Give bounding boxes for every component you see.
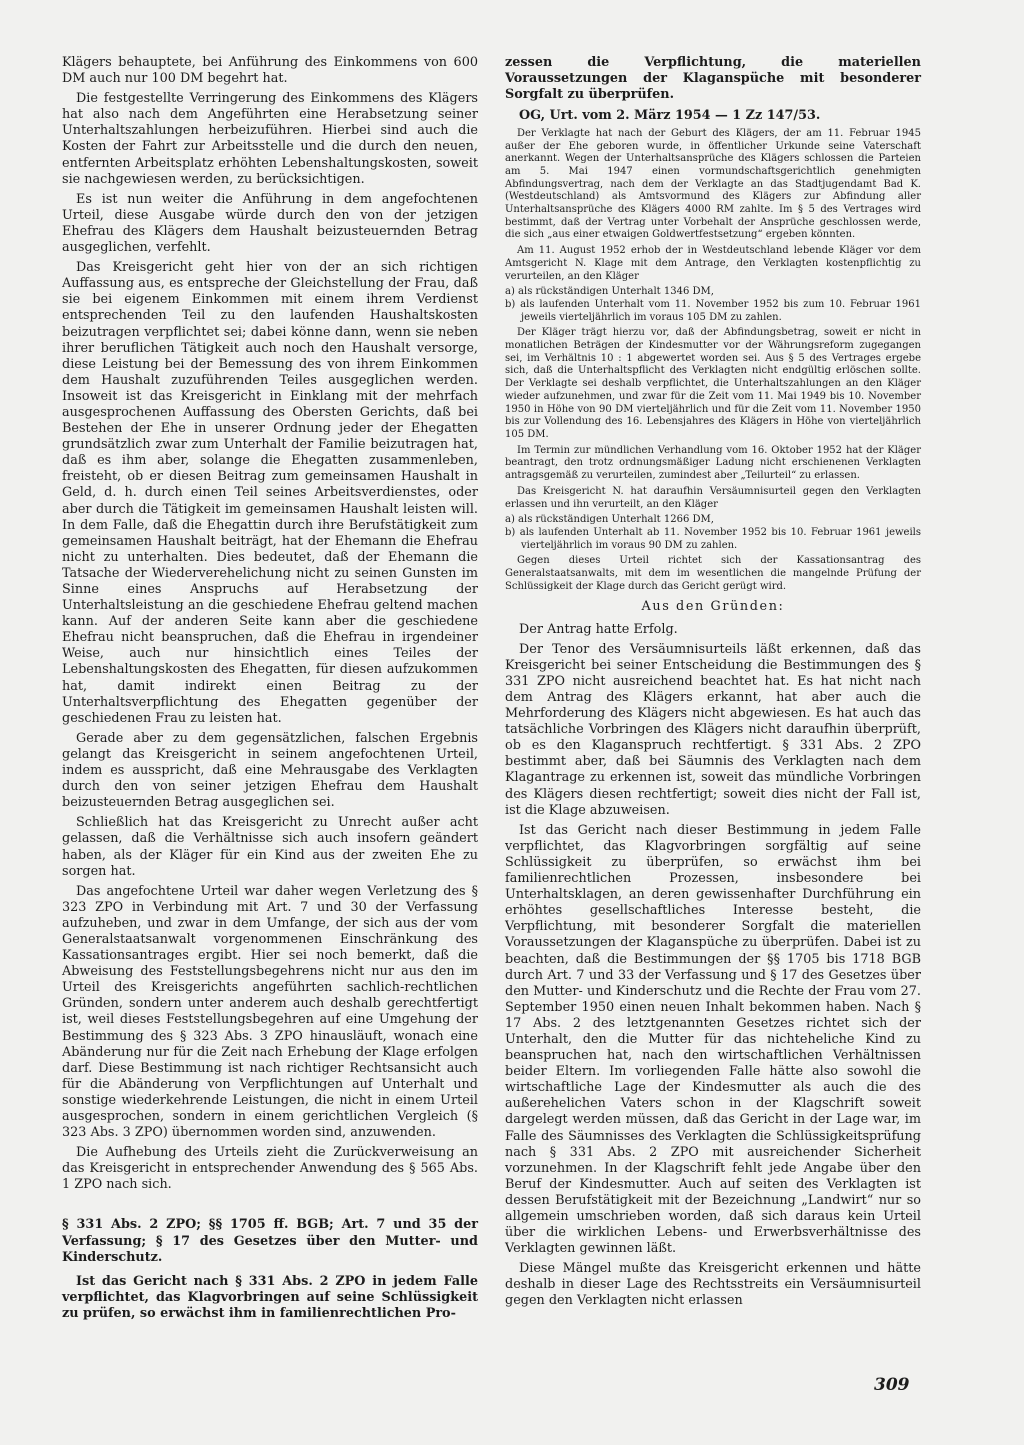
- page-number: 309: [874, 1375, 910, 1395]
- headnote-continuation: zessen die Verpflichtung, die materiellen Voraussetzungen der Klaganspüche mit besonderer Sorgfalt zu überprüfen.: [505, 55, 921, 103]
- facts-paragraph: Gegen dieses Urteil richtet sich der Kassationsantrag des Generalstaatsanwalts, mit dem im wesentlichen die mangelnde Prüfung der Schlüssigkeit der Klage durch das Gericht gerügt wird.: [505, 555, 921, 592]
- right-column: [505, 55, 921, 1314]
- paragraph: Schließlich hat das Kreisgericht zu Unrecht außer acht gelassen, daß die Verhältnisse sich auch insofern geändert haben, als der Kläger für ein Kind aus der zweiten Ehe zu sorgen hat.: [62, 815, 478, 879]
- court-citation: OG, Urt. vom 2. März 1954 — 1 Zz 147/53.: [519, 107, 821, 123]
- facts-paragraph: Am 11. August 1952 erhob der in Westdeutschland lebende Kläger vor dem Amtsgericht N. Klage mit dem Antrage, den Verklagten kostenpflichtig zu verurteilen, an den Kläger: [505, 245, 921, 282]
- claim-item: b) als laufenden Unterhalt vom 11. November 1952 bis zum 10. Februar 1961 jeweils vierteljährlich im voraus 105 DM zu zahlen.: [505, 298, 921, 323]
- paragraph: Der Antrag hatte Erfolg.: [519, 621, 678, 637]
- facts-paragraph: Der Verklagte hat nach der Geburt des Klägers, der am 11. Februar 1945 außer der Ehe geboren wurde, in öffentlicher Urkunde seine Vaterschaft anerkannt. Wegen der Unterhaltsansprüche des Klägers schlossen die Parteien am 5. Mai 1947 einen vormundschaftsgerichtlich genehmigten Abfindungsvertrag, nach dem der Verklagte an das Stadtjugendamt Bad K. (Westdeutschland) als Amtsvormund des Klägers zur Abfindung aller Unterhaltsansprüche des Klägers 4000 RM zahlte. Im § 5 des Vertrages wird bestimmt, daß der Vertrag unter Vorbehalt der Ansprüche geschlossen werde, die sich „aus einer etwaigen Goldwertfestsetzung“ ergeben könnten.: [505, 127, 921, 241]
- facts-paragraph: Der Kläger trägt hierzu vor, daß der Abfindungsbetrag, soweit er nicht in monatlichen Beträgen der Kindesmutter vor der Währungsreform zugegangen sei, im Verhältnis 10 : 1 abgewertet worden sei. Aus § 5 des Vertrages ergebe sich, daß die Unterhaltspflicht des Verklagten nicht endgültig erlöschen sollte. Der Verklagte sei deshalb verpflichtet, die Unterhaltszahlungen an den Kläger wieder aufzunehmen, und zwar für die Zeit vom 11. Mai 1949 bis 10. November 1950 in Höhe von 90 DM vierteljährlich und für die Zeit vom 11. November 1950 bis zur Vollendung des 16. Lebensjahres des Klägers in Höhe von vierteljährlich 105 DM.: [505, 327, 921, 440]
- paragraph: Das Kreisgericht geht hier von der an sich richtigen Auffassung aus, es entspreche der Gleichstellung der Frau, daß sie bei eigenem Einkommen mit einem ihrem Verdienst entsprechenden Teil zu den laufenden Haushaltskosten beizutragen verpflichtet sei; dabei könne dann, wenn sie neben ihrer beruflichen Tätigkeit auch noch den Haushalt versorge, diese Leistung bei der Bemessung des von ihrem Einkommen dem Haushalt zuzuführenden Teiles ausgeglichen werden. Insoweit ist das Kreisgericht in Einklang mit der mehrfach ausgesprochenen Auffassung des Obersten Gerichts, daß bei Bestehen der Ehe in unserer Ordnung jeder der Ehegatten grundsätzlich zwar zum Unterhalt der Familie beizutragen hat, daß es ihm aber, solange die Ehegatten zusammenleben, freisteht, ob er diesen Beitrag zum gemeinsamen Haushalt in Geld, d. h. durch einen Teil seines Arbeitsverdienstes, oder aber durch die Tätigkeit im gemeinsamen Haushalt leisten will. In dem Falle, daß die Ehegattin durch ihre Berufstätigkeit zum gemeinsamen Haushalt beiträgt, hat der Ehemann die Ehefrau nicht zu unterhalten. Dies bedeutet, daß der Ehemann die Tatsache der Wiederverehelichung nicht zu seinen Gunsten im Sinne eines Anspruchs auf Herabsetzung der Unterhaltsleistung an die geschiedene Ehefrau geltend machen kann. Auf der anderen Seite kann aber die geschiedene Ehefrau nicht beanspruchen, daß die Ehefrau in irgendeiner Weise, auch nur hinsichtlich eines Teiles der Lebenshaltungskosten des Ehegatten, für diesen aufzukommen hat, damit indirekt einen Beitrag zu der Unterhaltsverpflichtung des Ehegatten gegenüber der geschiedenen Frau zu leisten hat.: [62, 260, 478, 726]
- headnote: Ist das Gericht nach § 331 Abs. 2 ZPO in jedem Falle verpflichtet, das Klagvorbringen auf seine Schlüssigkeit zu prüfen, so erwächst ihm in familienrechtlichen Pro-: [62, 1274, 478, 1322]
- judgment-item: b) als laufenden Unterhalt ab 11. November 1952 bis 10. Februar 1961 jeweils vierteljährlich im voraus 90 DM zu zahlen.: [505, 526, 921, 551]
- claim-item: a) als rückständigen Unterhalt 1346 DM,: [505, 286, 714, 298]
- paragraph: Das angefochtene Urteil war daher wegen Verletzung des § 323 ZPO in Verbindung mit Art. 7 und 30 der Verfassung aufzuheben, und zwar in dem Umfange, der sich aus der vom Generalstaatsanwalt vorgenommenen Einschränkung des Kassationsantrages ergibt. Hier sei noch bemerkt, daß die Abweisung des Feststellungsbegehrens nicht nur aus den im Urteil des Kreisgerichts angeführten sachlich-rechtlichen Gründen, sondern unter anderem auch deshalb gerechtfertigt ist, weil dieses Feststellungsbegehren auf eine Umgehung der Bestimmung des § 323 Abs. 3 ZPO hinausläuft, wonach eine Abänderung nur für die Zeit nach Erhebung der Klage erfolgen darf. Diese Bestimmung ist nach richtiger Rechtsansicht auch für die Abänderung von Verpflichtungen auf Unterhalt und sonstige wiederkehrende Leistungen, die nicht in einem Urteil ausgesprochen, sondern in einem gerichtlichen Vergleich (§ 323 Abs. 3 ZPO) übernommen worden sind, anzuwenden.: [62, 883, 478, 1141]
- paragraph: Klägers behauptete, bei Anführung des Einkommens von 600 DM auch nur 100 DM begehrt hat.: [62, 55, 478, 87]
- reasons-heading: Aus den Gründen:: [641, 599, 785, 615]
- paragraph: Der Tenor des Versäumnisurteils läßt erkennen, daß das Kreisgericht bei seiner Entscheidung die Bestimmungen des § 331 ZPO nicht ausreichend beachtet hat. Es hat nicht nach dem Antrag des Klägers erkannt, hat aber auch die Mehrforderung des Klägers nicht abgewiesen. Es hat auch das tatsächliche Vorbringen des Klägers nicht daraufhin überprüft, ob es den Klaganspruch rechtfertigt. § 331 Abs. 2 ZPO bestimmt aber, daß bei Säumnis des Verklagten nach dem Klagantrage zu erkennen ist, soweit das mündliche Vorbringen des Klägers diesen rechtfertigt; soweit dies nicht der Fall ist, ist die Klage abzuweisen.: [505, 641, 921, 818]
- paragraph: Gerade aber zu dem gegensätzlichen, falschen Ergebnis gelangt das Kreisgericht in seinem angefochtenen Urteil, indem es ausspricht, daß eine Mehrausgabe des Verklagten durch den von seiner jetzigen Ehefrau dem Haushalt beizusteuernden Betrag ausgeglichen sei.: [62, 730, 478, 811]
- law-reference-heading: § 331 Abs. 2 ZPO; §§ 1705 ff. BGB; Art. 7 und 35 der Verfassung; § 17 des Gesetzes über den Mutter- und Kinderschutz.: [62, 1217, 478, 1265]
- paragraph: Diese Mängel mußte das Kreisgericht erkennen und hätte deshalb in dieser Lage des Rechtsstreits ein Versäumnisurteil gegen den Verklagten nicht erlassen: [505, 1261, 921, 1309]
- facts-paragraph: Im Termin zur mündlichen Verhandlung vom 16. Oktober 1952 hat der Kläger beantragt, den trotz ordnungsmäßiger Ladung nicht erschienenen Verklagten antragsgemäß zu verurteilen, zumindest aber „Teilurteil“ zu erlassen.: [505, 444, 921, 482]
- paragraph: Ist das Gericht nach dieser Bestimmung in jedem Falle verpflichtet, das Klagvorbringen sorgfältig auf seine Schlüssigkeit zu überprüfen, so erwächst ihm bei familienrechtlichen Prozessen, insbesondere bei Unterhaltsklagen, an deren gewissenhafter Durchführung ein erhöhtes gesellschaftliches Interesse besteht, die Verpflichtung, mit besonderer Sorgfalt die materiellen Voraussetzungen der Klaganspüche zu überprüfen. Dabei ist zu beachten, daß die Bestimmungen der §§ 1705 bis 1718 BGB durch Art. 7 und 33 der Verfassung und § 17 des Gesetzes über den Mutter- und Kinderschutz und die Rechte der Frau vom 27. September 1950 einen neuen Inhalt bekommen haben. Nach § 17 Abs. 2 des letztgenannten Gesetzes richtet sich der Unterhalt, den die Mutter für das nichteheliche Kind zu beanspruchen hat, nach den wirtschaftlichen Verhältnissen beider Eltern. Im vorliegenden Falle hätte also sowohl die wirtschaftliche Lage der Kindesmutter als auch die des außerehelichen Vaters schon in der Klagschrift soweit dargelegt werden müssen, daß das Gericht in der Lage war, im Falle des Säumnisses des Verklagten die Schlüssigkeitsprüfung nach § 331 Abs. 2 ZPO mit ausreichender Sicherheit vorzunehmen. In der Klagschrift fehlt jede Angabe über den Beruf der Kindesmutter. Auch auf seiten des Verklagten ist dessen Berufstätigkeit mit der Bezeichnung „Landwirt“ nur so allgemein umschrieben worden, daß sich daraus kein Urteil über die wirklichen Lebens- und Erwerbsverhältnisse des Verklagten gewinnen läßt.: [505, 822, 921, 1257]
- paragraph: Die festgestellte Verringerung des Einkommens des Klägers hat also nach dem Angeführten eine Herabsetzung seiner Unterhaltszahlungen herbeizuführen. Hierbei sind auch die Kosten der Fahrt zur Arbeitsstelle und die durch den neuen, entfernten Arbeitsplatz erhöhten Lebenshaltungskosten, soweit sie nachgewiesen werden, zu berücksichtigen.: [62, 91, 478, 187]
- left-column: [62, 55, 478, 1327]
- judgment-item: a) als rückständigen Unterhalt 1266 DM,: [505, 514, 714, 526]
- paragraph: Es ist nun weiter die Anführung in dem angefochtenen Urteil, diese Ausgabe würde durch den von der jetzigen Ehefrau des Klägers dem Haushalt beizusteuernden Betrag ausgeglichen, verfehlt.: [62, 191, 478, 256]
- paragraph: Die Aufhebung des Urteils zieht die Zurückverweisung an das Kreisgericht in entsprechender Anwendung des § 565 Abs. 1 ZPO nach sich.: [62, 1145, 478, 1193]
- facts-paragraph: Das Kreisgericht N. hat daraufhin Versäumnisurteil gegen den Verklagten erlassen und ihn verurteilt, an den Kläger: [505, 485, 921, 510]
